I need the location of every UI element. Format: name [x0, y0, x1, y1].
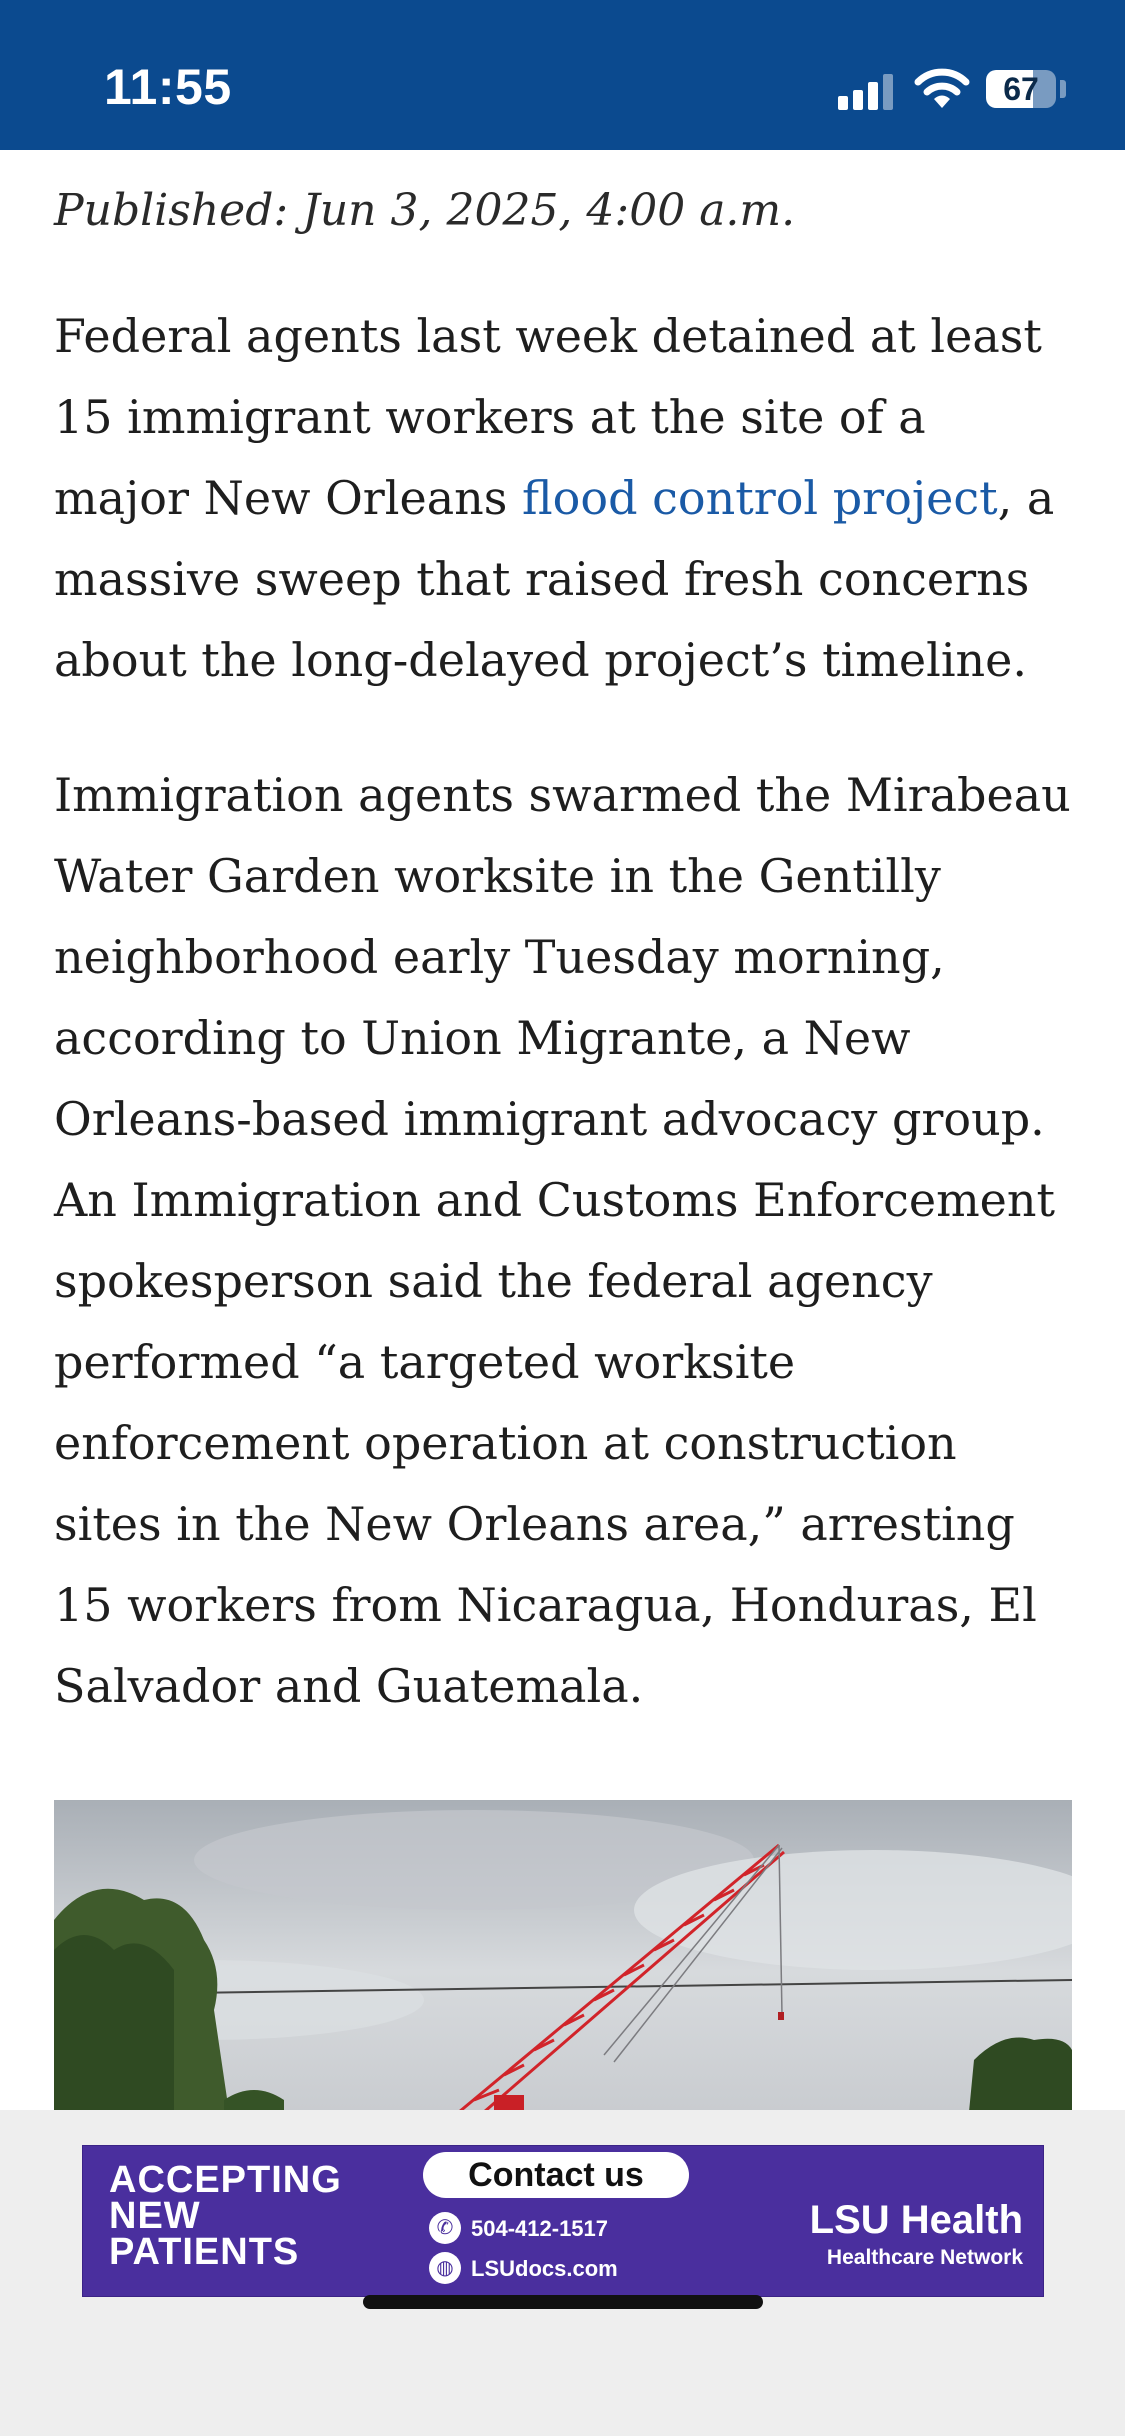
article-paragraph-1 — [54, 296, 1074, 701]
battery-icon — [986, 70, 1056, 108]
flood-control-project-link[interactable]: flood control project — [522, 471, 998, 525]
ad-container — [0, 2110, 1125, 2436]
wifi-icon — [914, 66, 970, 110]
ad-website: LSUdocs.com — [471, 2256, 618, 2281]
globe-icon: ◍ — [429, 2252, 461, 2284]
paragraph-1-text-end: , a massive sweep that raised fresh concerns about the long-delayed project’s timeline. — [54, 471, 1055, 687]
status-time: 11:55 — [104, 59, 232, 115]
article-body — [54, 185, 1074, 1781]
ad-headline: ACCEPTING NEW PATIENTS — [109, 2159, 342, 2273]
cellular-signal-icon — [838, 70, 898, 110]
ad-phone: 504-412-1517 — [471, 2216, 609, 2241]
lsu-health-logo: LSU Health — [809, 2198, 1023, 2242]
lsu-health-ad-banner[interactable] — [82, 2145, 1044, 2297]
phone-icon: ✆ — [429, 2212, 461, 2244]
ad-contact-pill: Contact us — [423, 2152, 689, 2198]
paragraph-1-text-start: Federal agents last week detained at least 15 immigrant workers at the site of a major New Orleans — [54, 309, 1042, 525]
article-paragraph-2: Immigration agents swarmed the Mirabeau Water Garden worksite in the Gentilly neighborhood early Tuesday morning, according to Union Migrante, a New Orleans-based immigrant advocacy group. An Immigration and Customs Enforcement spokesperson said the federal agency performed “a targeted worksite enforcement operation at construction sites in the New Orleans area,” arresting 15 workers from Nicaragua, Honduras, El Salvador and Guatemala. — [54, 768, 1071, 1713]
home-indicator[interactable] — [363, 2295, 763, 2309]
article-photo[interactable] — [54, 1800, 1072, 2112]
lsu-health-logo-subtitle: Healthcare Network — [826, 2246, 1023, 2269]
status-bar — [0, 0, 1125, 150]
crane-photo-image — [54, 1800, 1072, 2112]
battery-nub — [1060, 80, 1066, 98]
battery-percent: 67 — [1003, 71, 1039, 107]
published-date: Published: Jun 3, 2025, 4:00 a.m. — [54, 185, 796, 236]
